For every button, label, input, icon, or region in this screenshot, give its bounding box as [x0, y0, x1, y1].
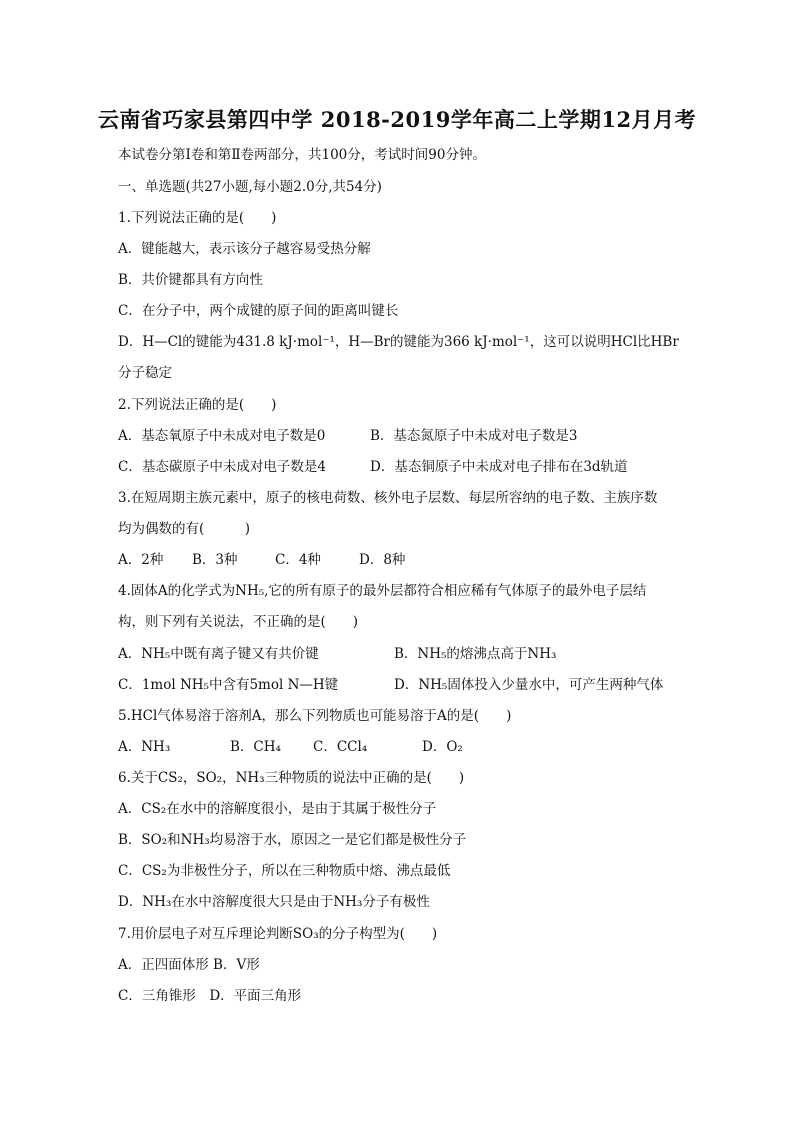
question-1-stem: 1.下列说法正确的是( ): [118, 210, 277, 226]
question-2-option-a: A．基态氧原子中未成对电子数是0: [118, 428, 326, 444]
question-4-option-d: D．NH₅固体投入少量水中，可产生两种气体: [394, 677, 664, 693]
question-3-option-c: C．4种: [275, 552, 321, 568]
question-3-option-d: D．8种: [359, 552, 406, 568]
question-1-option-d-cont: 分子稳定: [118, 365, 172, 381]
question-2-option-d: D．基态铜原子中未成对电子排布在3d轨道: [370, 459, 628, 475]
question-5-option-d: D．O₂: [422, 739, 463, 755]
question-6-stem: 6.关于CS₂，SO₂，NH₃三种物质的说法中正确的是( ): [118, 770, 465, 786]
question-2-row-ab: [118, 427, 678, 445]
question-2-stem: 2.下列说法正确的是( ): [118, 397, 277, 413]
question-4-stem-cont: 构，则下列有关说法，不正确的是( ): [118, 614, 359, 630]
question-7-stem: 7.用价层电子对互斥理论判断SO₃的分子构型为( ): [118, 926, 438, 942]
question-5-stem: 5.HCl气体易溶于溶剂A，那么下列物质也可能易溶于A的是( ): [118, 708, 512, 724]
section-heading: 一、单选题(共27小题,每小题2.0分,共54分): [118, 179, 382, 195]
question-2-option-b: B．基态氮原子中未成对电子数是3: [370, 428, 578, 444]
question-5-option-c: C．CCl₄: [313, 739, 368, 755]
question-6-option-b: B．SO₂和NH₃均易溶于水，原因之一是它们都是极性分子: [118, 832, 467, 848]
question-1-option-b: B．共价键都具有方向性: [118, 272, 263, 288]
question-6-option-a: A．CS₂在水中的溶解度很小，是由于其属于极性分子: [118, 801, 437, 817]
question-3-option-a: A．2种: [118, 552, 164, 568]
question-3-stem: 3.在短周期主族元素中，原子的核电荷数、核外电子层数、每层所容纳的电子数、主族序数: [118, 490, 658, 506]
question-3-options: [118, 551, 438, 569]
question-2-row-cd: [118, 458, 678, 476]
question-5-options: [118, 738, 478, 756]
page-title: 云南省巧家县第四中学 2018-2019学年高二上学期12月月考: [97, 107, 697, 132]
question-1-option-c: C．在分子中，两个成键的原子间的距离叫键长: [118, 303, 399, 319]
question-2-option-c: C．基态碳原子中未成对电子数是4: [118, 459, 326, 475]
question-5-option-a: A．NH₃: [118, 739, 171, 755]
question-3-option-b: B．3种: [192, 552, 238, 568]
question-6-option-d: D．NH₃在水中溶解度很大只是由于NH₃分子有极性: [118, 894, 430, 910]
question-1-option-a: A．键能越大，表示该分子越容易受热分解: [118, 241, 371, 257]
question-4-option-c: C．1mol NH₅中含有5mol N—H键: [118, 677, 339, 693]
question-6-option-c: C．CS₂为非极性分子，所以在三种物质中熔、沸点最低: [118, 863, 451, 879]
question-3-stem-cont: 均为偶数的有( ): [118, 521, 251, 537]
question-4-row-ab: [118, 645, 678, 663]
question-7-options-cd: C．三角锥形 D．平面三角形: [118, 988, 302, 1004]
question-4-stem: 4.固体A的化学式为NH₅,它的所有原子的最外层都符合相应稀有气体原子的最外电子层结: [118, 583, 647, 599]
intro-text: 本试卷分第Ⅰ卷和第Ⅱ卷两部分，共100分，考试时间90分钟。: [118, 147, 486, 163]
question-5-option-b: B．CH₄: [230, 739, 281, 755]
question-4-option-a: A．NH₅中既有离子键又有共价键: [118, 646, 319, 662]
question-1-option-d: D．H—Cl的键能为431.8 kJ·mol⁻¹，H—Br的键能为366 kJ·mol⁻¹，这可以说明HCl比HBr: [118, 334, 679, 350]
question-7-options-ab: A．正四面体形 B．V形: [118, 957, 260, 973]
question-4-row-cd: [118, 676, 678, 694]
question-4-option-b: B．NH₅的熔沸点高于NH₃: [394, 646, 557, 662]
